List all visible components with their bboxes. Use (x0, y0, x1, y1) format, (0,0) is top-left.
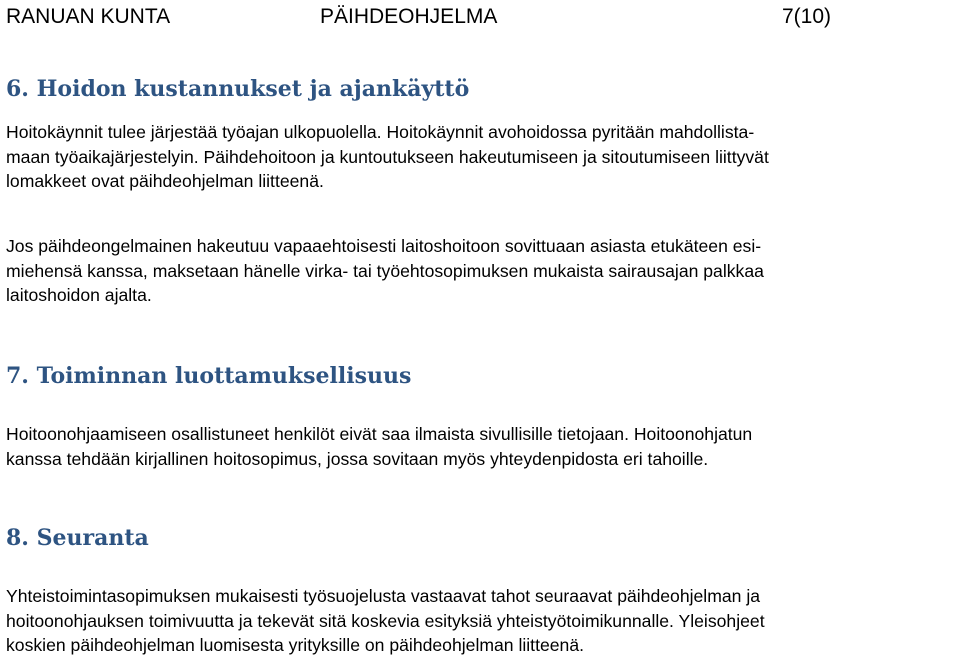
paragraph-sick-pay (6, 234, 954, 308)
section-heading-monitoring: 8. Seuranta (6, 525, 149, 551)
text-line: maan työaikajärjestelyin. Päihdehoitoon ja kuntoutukseen hakeutumiseen ja sitoutumiseen liittyvät (6, 146, 769, 167)
paragraph-confidentiality (6, 422, 954, 471)
text-line: miehensä kanssa, maksetaan hänelle virka- tai työehtosopimuksen mukaista sairausajan palkkaa (6, 260, 764, 281)
header-page-number: 7(10) (782, 5, 832, 28)
paragraph-visit-times (6, 120, 954, 194)
text-line: hoitoonohjauksen toimivuutta ja tekevät sitä koskevia esityksiä yhteistyötoimikunnalle. Yleisohjeet (6, 610, 765, 631)
page-header (6, 4, 946, 30)
paragraph-monitoring (6, 584, 954, 658)
section-heading-costs: 6. Hoidon kustannukset ja ajankäyttö (6, 76, 470, 102)
text-line: Hoitoonohjaamiseen osallistuneet henkilöt eivät saa ilmaista sivullisille tietojaan. Hoitoonohjatun (6, 424, 753, 444)
section-heading-confidentiality: 7. Toiminnan luottamuksellisuus (6, 363, 412, 389)
header-document-title: PÄIHDEOHJELMA (320, 5, 498, 28)
text-line: lomakkeet ovat päihdeohjelman liitteenä. (6, 171, 324, 191)
text-line: laitoshoidon ajalta. (6, 285, 152, 305)
header-organization: RANUAN KUNTA (6, 5, 171, 28)
text-line: koskien päihdeohjelman luomisesta yrityksille on päihdeohjelman liitteenä. (6, 635, 584, 655)
text-line: Jos päihdeongelmainen hakeutuu vapaaehtoisesti laitoshoitoon sovittuaan asiasta etukäteen esi- (6, 236, 762, 256)
text-line: kanssa tehdään kirjallinen hoitosopimus, jossa sovitaan myös yhteydenpidosta eri tahoille. (6, 448, 709, 469)
text-line: Yhteistoimintasopimuksen mukaisesti työsuojelusta vastaavat tahot seuraavat päihdeohjelman ja (6, 586, 761, 606)
text-line: Hoitokäynnit tulee järjestää työajan ulkopuolella. Hoitokäynnit avohoidossa pyritään mahdollista- (6, 122, 755, 142)
